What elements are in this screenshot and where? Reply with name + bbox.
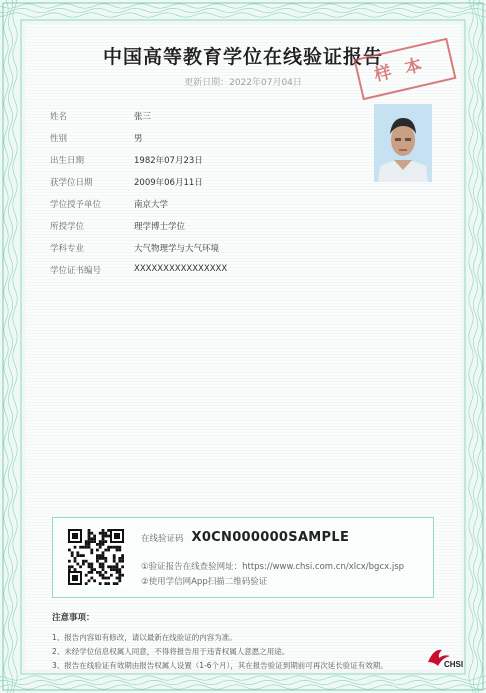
page-title: 中国高等教育学位在线验证报告 [102,46,383,68]
verify-app-line: ②使用学信网App扫描二维码验证 [141,577,268,587]
info-row-birthdate: 出生日期 1982年07月23日 [50,156,203,166]
holder-photo [374,104,432,182]
info-row-certificate-no: 学位证书编号 XXXXXXXXXXXXXXXX [50,264,228,276]
info-row-degree-date: 获学位日期 2009年06月11日 [50,178,203,188]
info-row-degree: 所授学位 理学博士学位 [50,222,186,232]
qr-code[interactable] [67,528,125,586]
notes-title: 注意事项： [52,613,95,623]
verification-code-line: 在线验证码 X0CN000000SAMPLE [141,530,350,545]
note-item: 1、报告内容如有修改，请以最新在线验证的内容为准。 [52,633,237,642]
chsi-logo-text: CHSI [444,660,464,669]
info-row-gender: 性别 男 [50,134,143,144]
verify-url-line[interactable]: ①验证报告在线查验网址：https://www.chsi.com.cn/xlcx/bgcx.jsp [141,562,405,572]
verification-panel [52,517,434,598]
photo-image [374,104,432,182]
note-item: 3、报告在线验证有效期由报告权属人设置（1-6个月），其在报告验证到期前可再次延长验证有效期。 [52,661,388,670]
info-row-institution: 学位授予单位 南京大学 [50,200,169,210]
stamp-text: 样本 [354,38,457,101]
update-date: 更新日期：2022年07月04日 [184,78,302,88]
verification-code: X0CN000000SAMPLE [191,530,350,545]
note-item: 2、未经学位信息权属人同意，不得将报告用于违背权属人意愿之用途。 [52,647,290,656]
info-row-name: 姓名 张三 [50,112,152,122]
info-row-major: 学科专业 大气物理学与大气环境 [50,244,220,254]
